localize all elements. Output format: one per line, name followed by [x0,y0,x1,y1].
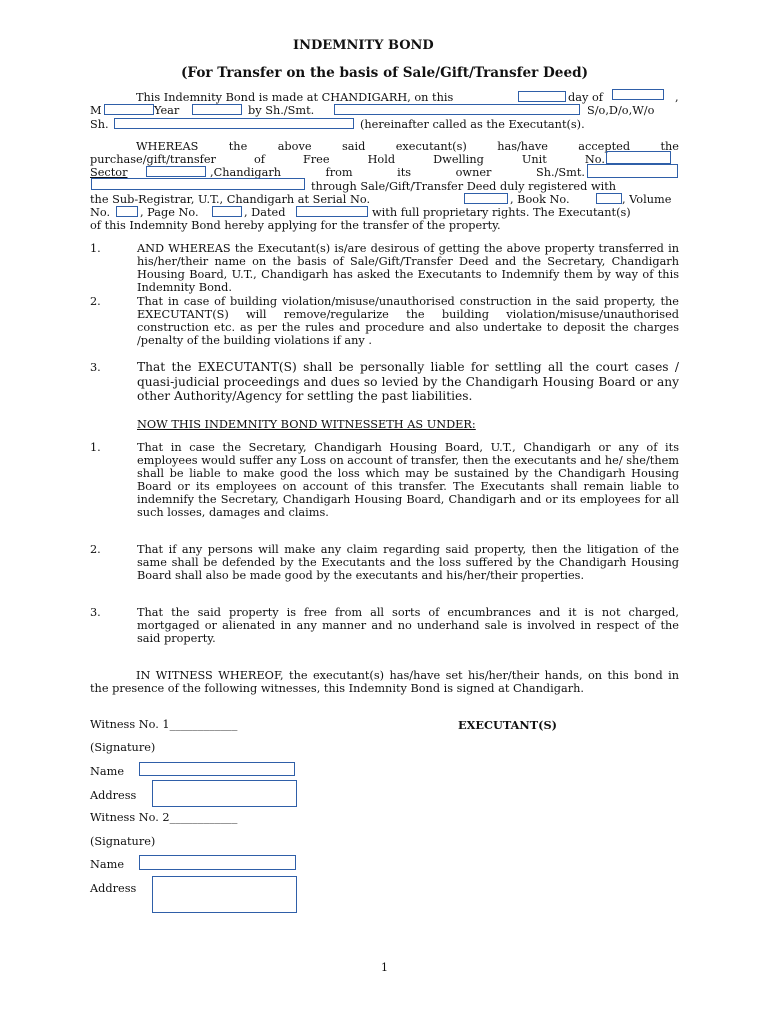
whereas-through: through Sale/Gift/Transfer Deed duly registered with [311,180,617,193]
whereas-word: its [397,166,412,179]
whereas-book-no: , Book No. [510,193,570,206]
recital-text: AND WHEREAS the Executant(s) is/are desirous of getting the above property transferred in his/her/their name on the basis of Sale/Gift/Transfer Deed and the Secretary, Chandigarh Housing Board, U.T., Chandigarh has asked the Executants to Indemnify them by way of this Indemnity Bond. [137,242,679,294]
intro-executant: (hereinafter called as the Executant(s). [360,118,585,131]
recital-number: 2. [90,295,101,308]
clause-text: That in case the Secretary, Chandigarh Housing Board, U.T., Chandigarh or any of its employees would suffer any Loss on account of transfer, then the executants and he/ she/them shall be liable to make good the loss which may be sustained by the Chandigarh Housing Board or its employees on account of this transfer. The Executants shall remain liable to indemnify the Secretary, Chandigarh Housing Board, Chandigarh and or its employees for all such losses, damages and claims. [137,441,679,519]
whereas-word: purchase/gift/transfer [90,153,216,166]
intro-m: M [90,104,102,117]
whereas-word: No. [584,153,605,166]
witness-2-label: Witness No. 2____________ [90,811,238,824]
clause-number: 1. [90,441,101,454]
whereas-word: accepted [578,140,631,153]
recital-text: That the EXECUTANT(S) shall be personally liable for settling all the court cases / quasi-judicial proceedings and dues so levied by the Chandigarh Housing Board or any other Authority/Agency for settling the past liabilities. [137,360,679,403]
recital-number: 1. [90,242,101,255]
whereas-word: Sh./Smt. [535,166,585,179]
intro-year: Year [154,104,180,117]
whereas-line-1 [136,140,679,153]
volume-number-field[interactable] [116,206,138,217]
witness-2-address-field[interactable] [152,876,297,913]
m-field[interactable] [104,104,154,115]
whereas-word: Dwelling [433,153,484,166]
executants-label: EXECUTANT(S) [458,718,557,732]
dated-field[interactable] [296,206,368,217]
intro-made-at: This Indemnity Bond is made at CHANDIGARH, on this [136,91,454,104]
father-name-field[interactable] [114,118,354,129]
serial-number-field[interactable] [464,193,508,204]
page-number-field[interactable] [212,206,242,217]
intro-day-of: day of [568,91,603,104]
witnesseth-heading: NOW THIS INDEMNITY BOND WITNESSETH AS UNDER: [137,418,476,431]
address-1-label: Address [90,789,137,802]
recital-text: That in case of building violation/misuse/unauthorised construction in the said property, the EXECUTANT(S) will remove/regularize the building violation/misuse/unauthorised construction etc. as per the rules and procedure and also undertake to deposit the charges /penalty of the building violations if any . [137,295,679,347]
day-field[interactable] [518,91,566,102]
whereas-word: executant(s) [395,140,467,153]
book-number-field[interactable] [596,193,622,204]
owner-name-field[interactable] [587,164,678,178]
whereas-word: from [325,166,353,179]
whereas-page-no: , Page No. [140,206,199,219]
month-field[interactable] [612,89,664,100]
intro-comma: , [675,91,679,104]
whereas-word: said [341,140,366,153]
document-title: INDEMNITY BOND [293,38,434,53]
whereas-subregistrar: the Sub-Registrar, U.T., Chandigarh at Serial No. [90,193,371,206]
whereas-word: owner [455,166,492,179]
intro-by: by Sh./Smt. [248,104,315,117]
whereas-word: ,Chandigarh [210,166,282,179]
whereas-word: the [228,140,248,153]
in-witness-paragraph: IN WITNESS WHEREOF, the executant(s) has/have set his/her/their hands, on this bond in the presence of the following witnesses, this Indemnity Bond is signed at Chandigarh. [90,669,679,695]
name-1-label: Name [90,765,125,778]
executant-name-field[interactable] [334,104,580,115]
whereas-word: of [253,153,265,166]
signature-2-label: (Signature) [90,835,156,848]
page-number: 1 [381,961,388,974]
recital-number: 3. [90,361,101,374]
whereas-word: Hold [367,153,396,166]
document-subtitle: (For Transfer on the basis of Sale/Gift/Transfer Deed) [181,65,589,81]
sector-field[interactable] [146,166,206,177]
whereas-line-2 [90,153,605,166]
clause-number: 2. [90,543,101,556]
whereas-dated: , Dated [244,206,286,219]
clause-text: That the said property is free from all sorts of encumbrances and it is not charged, mortgaged or alienated in any manner and no underhand sale is involved in respect of the said property. [137,606,679,645]
signature-1-label: (Signature) [90,741,156,754]
clause-text: That if any persons will make any claim regarding said property, then the litigation of the same shall be defended by the Executants and the loss suffered by the Chandigarh Housing Board shall also be made good by the executants and his/her/their properties. [137,543,679,582]
whereas-no: No. [90,206,111,219]
whereas-word: Unit [521,153,547,166]
whereas-word: has/have [497,140,548,153]
unit-number-field[interactable] [606,151,671,164]
whereas-word: above [277,140,312,153]
clause-number: 3. [90,606,101,619]
whereas-volume: , Volume [622,193,672,206]
whereas-line-4 [311,180,681,193]
whereas-line-7 [90,219,679,232]
address-2-label: Address [90,882,137,895]
name-2-label: Name [90,858,125,871]
intro-sh: Sh. [90,118,109,131]
whereas-proprietary: with full proprietary rights. The Executant(s) [372,206,631,219]
whereas-word: Free [302,153,330,166]
owner-name-field-2[interactable] [91,178,305,190]
witness-1-name-field[interactable] [139,762,295,776]
witness-1-address-field[interactable] [152,780,297,807]
whereas-word: the [660,140,679,153]
whereas-sector: Sector [90,166,128,179]
witness-1-label: Witness No. 1____________ [90,718,238,731]
witness-2-name-field[interactable] [139,855,296,870]
intro-relation: S/o,D/o,W/o [587,104,655,117]
whereas-applying: of this Indemnity Bond hereby applying for the transfer of the property. [90,219,501,232]
year-field[interactable] [192,104,242,115]
whereas-word: WHEREAS [136,140,199,153]
